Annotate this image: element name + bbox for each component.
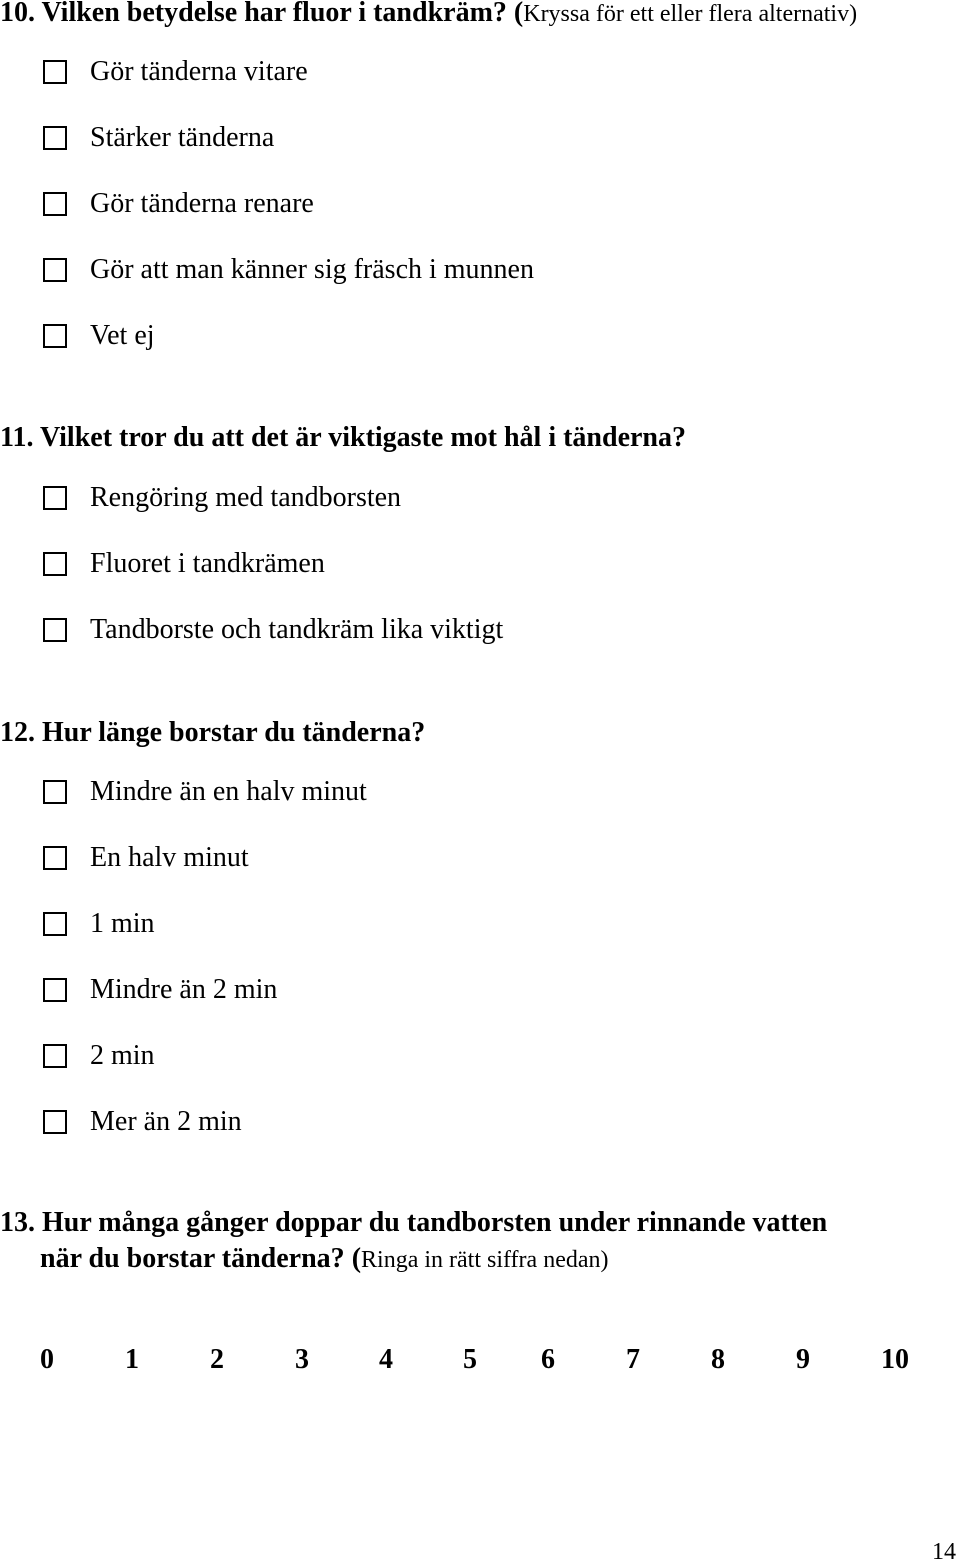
q12-option-1[interactable] [43,775,367,809]
q12-option-2[interactable] [43,841,249,875]
question-13-note: Ringa in rätt siffra nedan) [361,1247,609,1273]
checkbox[interactable] [43,846,67,870]
option-label: Tandborste och tandkräm lika viktigt [90,614,504,645]
checkbox[interactable] [43,780,67,804]
question-13-text: när du borstar tänderna? [40,1243,345,1274]
q10-option-5[interactable] [43,319,155,353]
option-label: En halv minut [90,842,249,873]
q12-option-3[interactable] [43,907,155,941]
q11-option-1[interactable] [43,481,401,515]
checkbox[interactable] [43,1044,67,1068]
question-13-title-line2 [40,1242,609,1277]
scale-value-4[interactable]: 4 [379,1344,393,1375]
scale-value-9[interactable]: 9 [796,1344,810,1375]
option-label: 2 min [90,1040,155,1071]
q10-option-2[interactable] [43,121,274,155]
scale-value-1[interactable]: 1 [125,1344,139,1375]
answer-scale [0,1343,960,1377]
checkbox[interactable] [43,192,67,216]
q12-option-4[interactable] [43,973,277,1007]
question-13-paren: ( [351,1243,362,1274]
question-10-title [0,0,857,31]
q11-option-3[interactable] [43,613,503,647]
checkbox[interactable] [43,258,67,282]
scale-value-3[interactable]: 3 [295,1344,309,1375]
page-number: 14 [932,1539,956,1565]
option-label: Gör tänderna vitare [90,56,308,87]
option-label: 1 min [90,908,155,939]
scale-value-6[interactable]: 6 [541,1344,555,1375]
scale-value-8[interactable]: 8 [711,1344,725,1375]
checkbox[interactable] [43,552,67,576]
question-11-title: 11. Vilket tror du att det är viktigaste mot hål i tänderna? [0,422,686,453]
q12-option-6[interactable] [43,1105,242,1139]
q11-option-2[interactable] [43,547,325,581]
question-12-title: 12. Hur länge borstar du tänderna? [0,717,426,748]
scale-value-5[interactable]: 5 [463,1344,477,1375]
option-label: Mindre än 2 min [90,974,278,1005]
checkbox[interactable] [43,1110,67,1134]
option-label: Rengöring med tandborsten [90,482,402,513]
option-label: Gör att man känner sig fräsch i munnen [90,254,534,285]
question-10-note: Kryssa för ett eller flera alternativ) [523,1,858,27]
option-label: Mer än 2 min [90,1106,242,1137]
q10-option-3[interactable] [43,187,314,221]
scale-value-7[interactable]: 7 [626,1344,640,1375]
checkbox[interactable] [43,618,67,642]
checkbox[interactable] [43,486,67,510]
scale-value-2[interactable]: 2 [210,1344,224,1375]
option-label: Fluoret i tandkrämen [90,548,325,579]
q10-option-4[interactable] [43,253,534,287]
scale-value-0[interactable]: 0 [40,1344,54,1375]
option-label: Gör tänderna renare [90,188,314,219]
option-label: Stärker tänderna [90,122,275,153]
option-label: Mindre än en halv minut [90,776,367,807]
checkbox[interactable] [43,912,67,936]
checkbox[interactable] [43,126,67,150]
question-10-paren: ( [513,0,524,28]
q10-option-1[interactable] [43,55,308,89]
question-10-text: 10. Vilken betydelse har fluor i tandkräm? [0,0,507,28]
scale-value-10[interactable]: 10 [881,1344,909,1375]
checkbox[interactable] [43,60,67,84]
checkbox[interactable] [43,978,67,1002]
question-13-title-line1: 13. Hur många gånger doppar du tandborsten under rinnande vatten [0,1207,828,1238]
checkbox[interactable] [43,324,67,348]
q12-option-5[interactable] [43,1039,155,1073]
option-label: Vet ej [90,320,155,351]
